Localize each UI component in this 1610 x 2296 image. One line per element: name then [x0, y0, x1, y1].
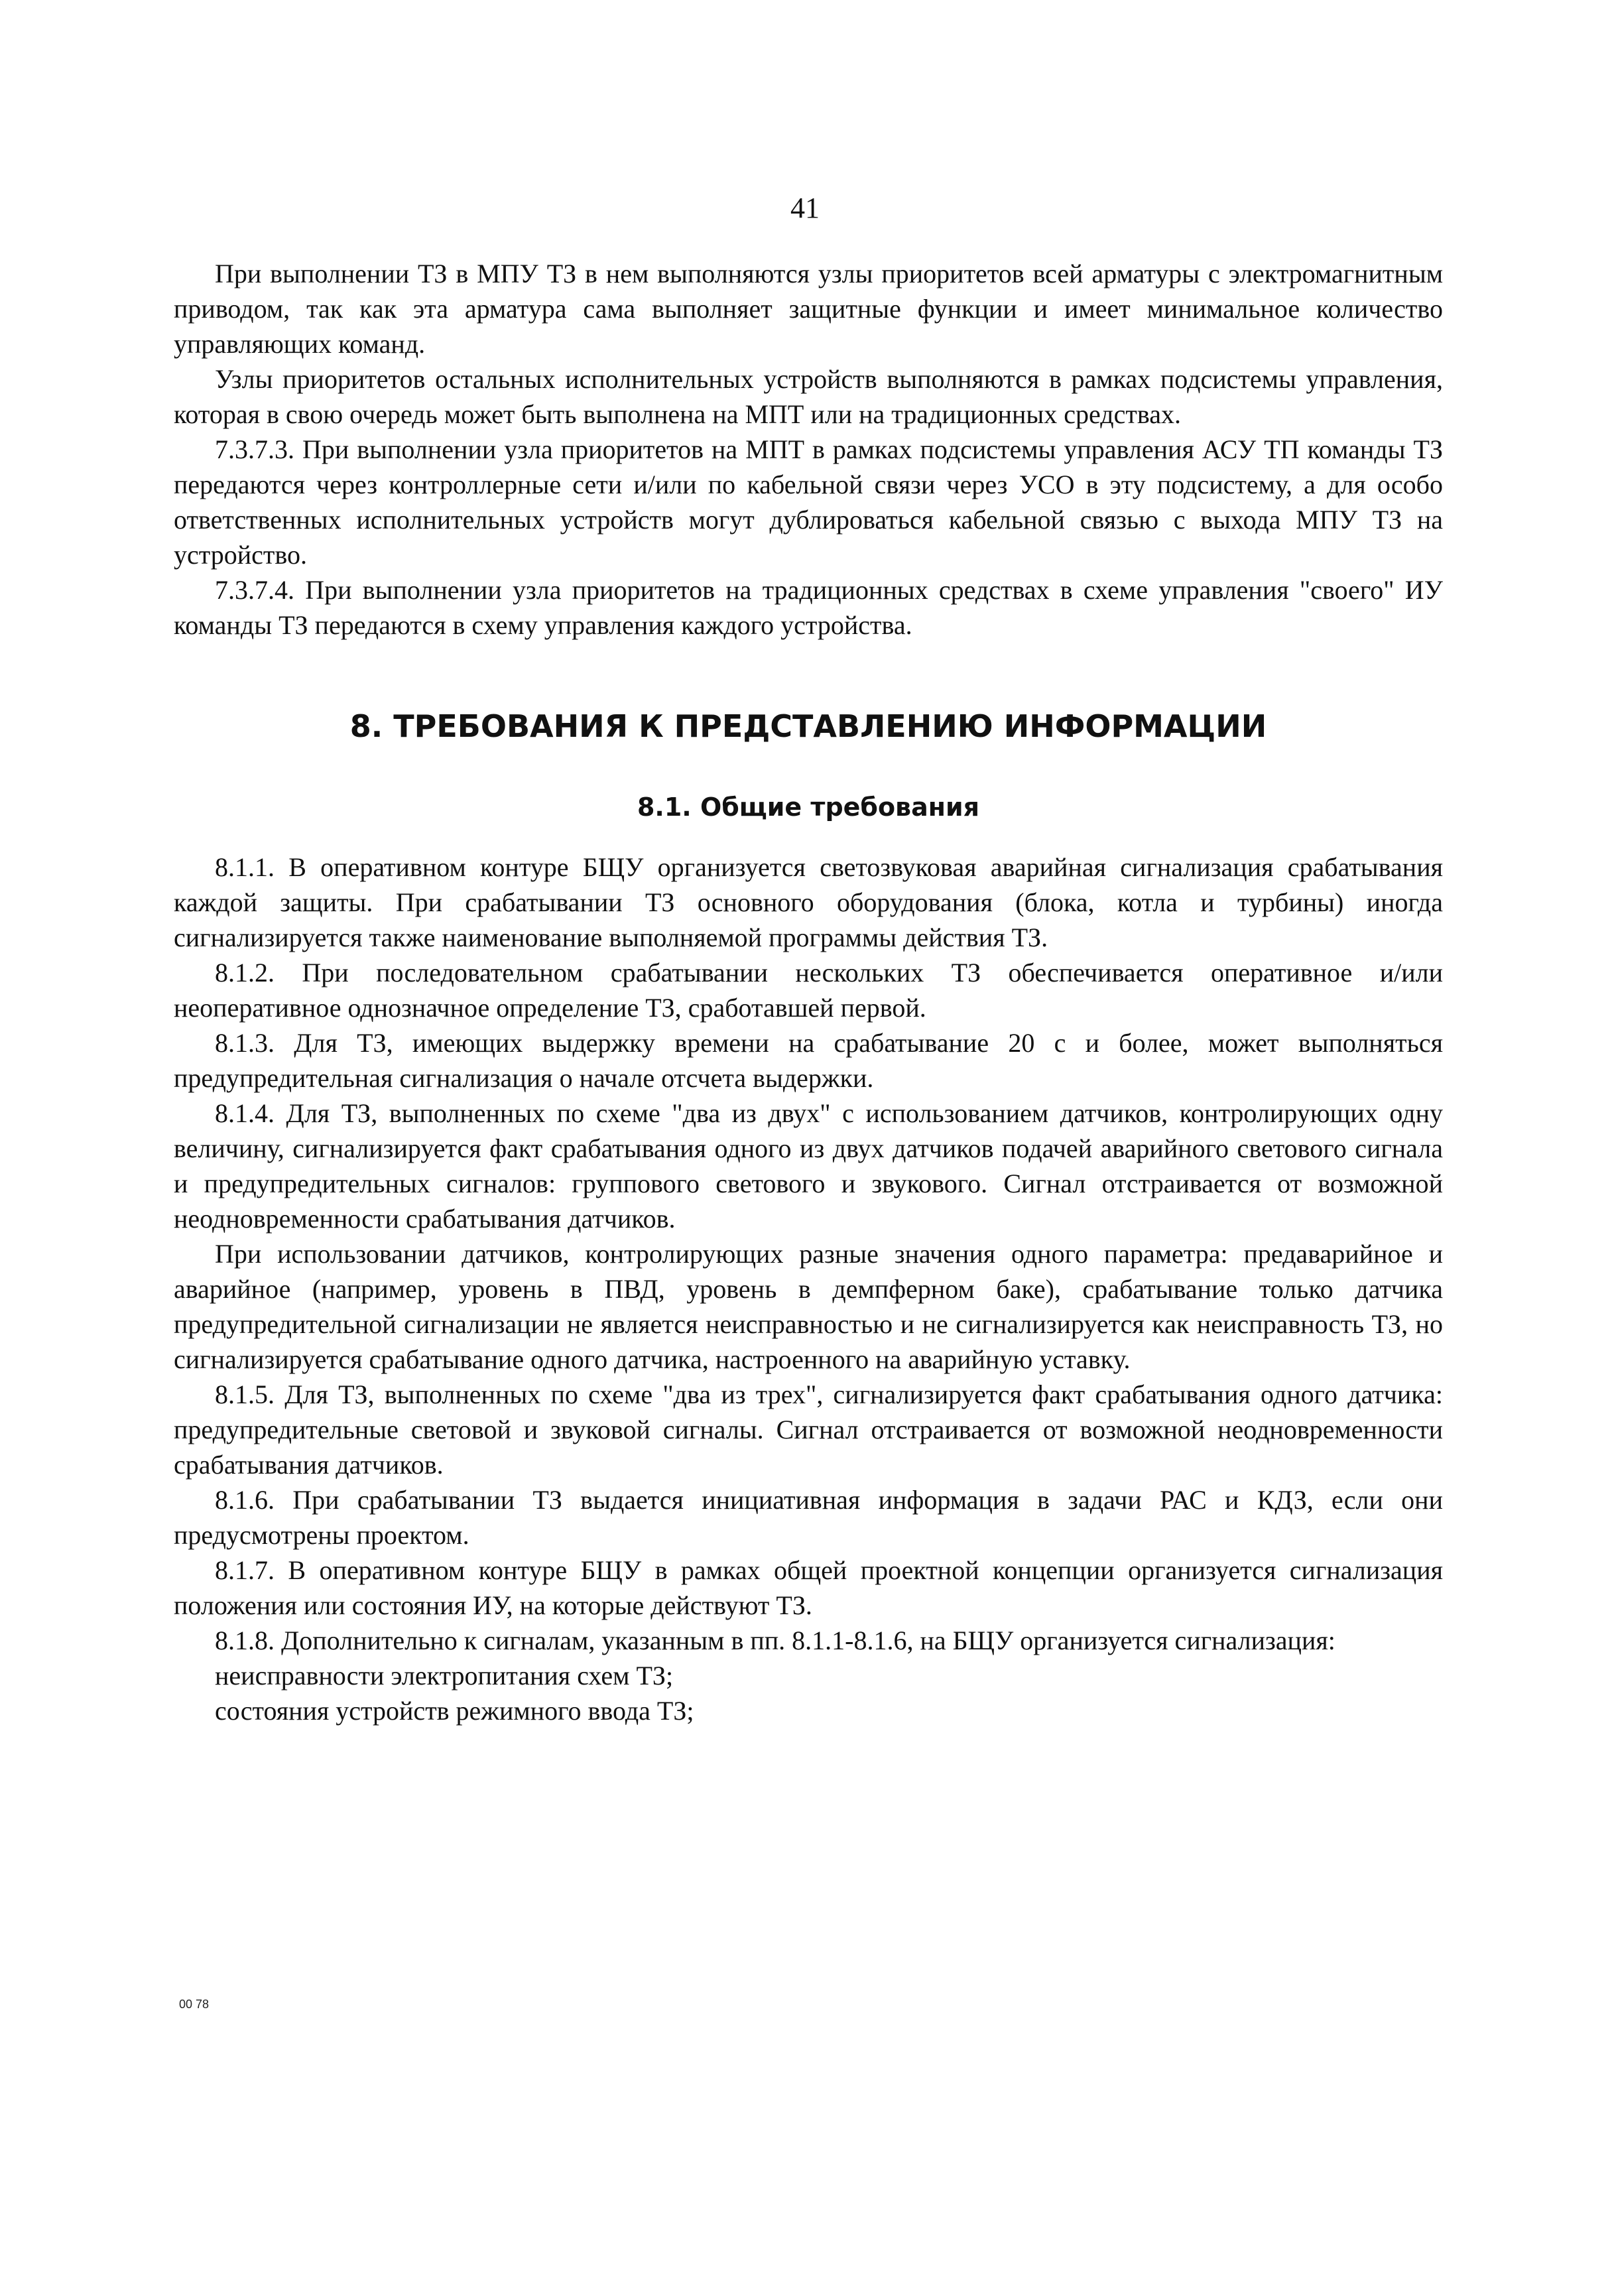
paragraph: 8.1.4. Для ТЗ, выполненных по схеме "два из двух" с использованием датчиков, контролирующих одну величину, сигнализируется факт срабатывания одного из двух датчиков подачей аварийного светового сигнала и предупредительных сигналов: группового светового и звукового. Сигнал отстраивается от возможной неодновременности срабатывания датчиков. — [174, 1098, 1443, 1234]
paragraph: 8.1.1. В оперативном контуре БЩУ организуется светозвуковая аварийная сигнализация срабатывания каждой защиты. При срабатывании ТЗ основного оборудования (блока, котла и турбины) иногда сигнализируется также наименование выполняемой программы действия ТЗ. — [174, 852, 1443, 952]
paragraph: 7.3.7.3. При выполнении узла приоритетов на МПТ в рамках подсистемы управления АСУ ТП команды ТЗ передаются через контроллерные сети и/или по кабельной связи через УСО в эту подсистему, а для особо ответственных исполнительных устройств могут дублироваться кабельной связью с выхода МПУ ТЗ на устройство. — [174, 434, 1443, 570]
page-body — [174, 256, 1443, 1728]
list-item: неисправности электропитания схем ТЗ; — [215, 1661, 674, 1690]
paragraph: 8.1.5. Для ТЗ, выполненных по схеме "два из трех", сигнализируется факт срабатывания одного датчика: предупредительные световой и звуковой сигналы. Сигнал отстраивается от возможной неодновременности срабатывания датчиков. — [174, 1379, 1443, 1480]
subsection-title: 8.1. Общие требования — [637, 793, 980, 822]
paragraph: 7.3.7.4. При выполнении узла приоритетов на традиционных средствах в схеме управления "своего" ИУ команды ТЗ передаются в схему управления каждого устройства. — [174, 575, 1443, 640]
footer-code: 00 78 — [179, 1998, 210, 2011]
list-item: состояния устройств режимного ввода ТЗ; — [215, 1696, 694, 1726]
paragraph: При выполнении ТЗ в МПУ ТЗ в нем выполняются узлы приоритетов всей арматуры с электромагнитным приводом, так как эта арматура сама выполняет защитные функции и имеет минимальное количество управляющих команд. — [174, 259, 1443, 359]
paragraph: Узлы приоритетов остальных исполнительных устройств выполняются в рамках подсистемы управления, которая в свою очередь может быть выполнена на МПТ или на традиционных средствах. — [174, 364, 1443, 429]
paragraph: 8.1.6. При срабатывании ТЗ выдается инициативная информация в задачи РАС и КДЗ, если они предусмотрены проектом. — [174, 1485, 1443, 1550]
paragraph: 8.1.7. В оперативном контуре БЩУ в рамках общей проектной концепции организуется сигнализация положения или состояния ИУ, на которые действуют ТЗ. — [174, 1555, 1443, 1620]
paragraph: 8.1.3. Для ТЗ, имеющих выдержку времени на срабатывание 20 с и более, может выполняться предупредительная сигнализация о начале отсчета выдержки. — [174, 1028, 1443, 1093]
paragraph: 8.1.2. При последовательном срабатывании нескольких ТЗ обеспечивается оперативное и/или неоперативное однозначное определение ТЗ, сработавшей первой. — [174, 958, 1443, 1023]
section-title: 8. ТРЕБОВАНИЯ К ПРЕДСТАВЛЕНИЮ ИНФОРМАЦИИ — [349, 708, 1267, 744]
paragraph: При использовании датчиков, контролирующих разные значения одного параметра: предаварийное и аварийное (например, уровень в ПВД, уровень в демпферном баке), срабатывание только датчика предупредительной сигнализации не является неисправностью и не сигнализируется как неисправность ТЗ, но сигнализируется срабатывание одного датчика, настроенного на аварийную уставку. — [174, 1239, 1443, 1374]
paragraph: 8.1.8. Дополнительно к сигналам, указанным в пп. 8.1.1-8.1.6, на БЩУ организуется сигнализация: — [215, 1626, 1335, 1655]
page-number: 41 — [790, 192, 820, 224]
